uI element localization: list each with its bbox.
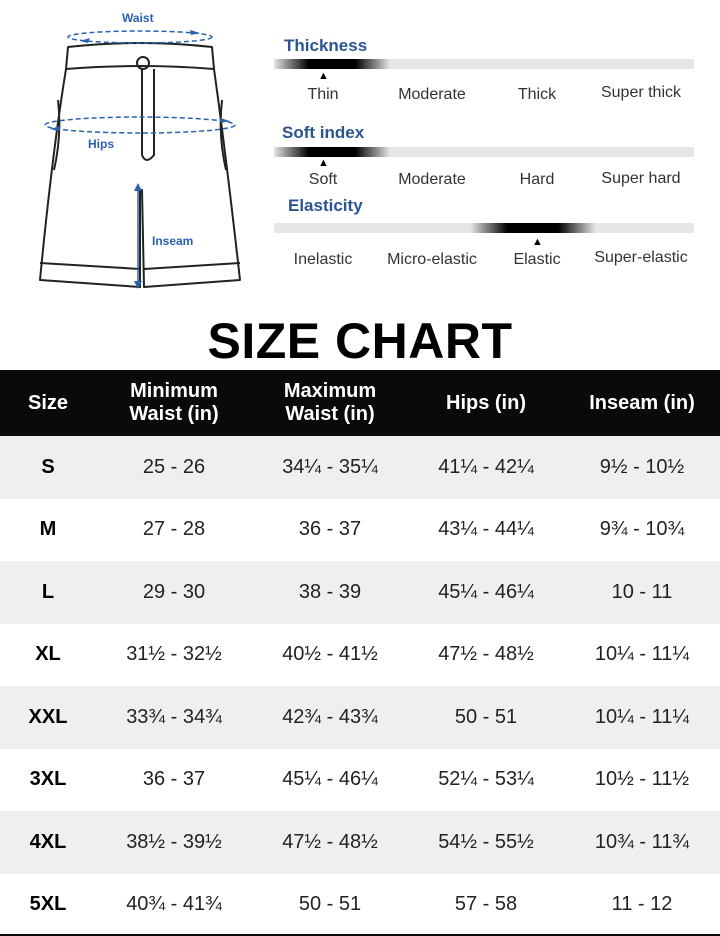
size-cell: 5XL bbox=[29, 893, 67, 916]
min-waist-cell: 25 - 26 bbox=[142, 455, 206, 478]
min-waist-cell: 27 - 28 bbox=[142, 518, 206, 541]
header-size: Size bbox=[27, 391, 69, 414]
size-cell: XXL bbox=[28, 705, 68, 728]
elasticity-option-inelastic: Inelastic bbox=[293, 251, 353, 268]
hips-cell: 45¼ - 46¼ bbox=[438, 580, 534, 603]
hips-cell: 52¼ - 53¼ bbox=[438, 768, 534, 791]
size-cell: L bbox=[41, 580, 55, 603]
thickness-option-thin: Thin bbox=[307, 86, 339, 103]
max-waist-cell: 36 - 37 bbox=[298, 518, 362, 541]
max-waist-cell: 40½ - 41½ bbox=[282, 643, 378, 666]
header-inseam: Inseam (in) bbox=[589, 391, 695, 414]
table-row bbox=[0, 874, 720, 936]
size-cell: S bbox=[41, 455, 55, 478]
inseam-cell: 10¼ - 11¼ bbox=[594, 705, 690, 728]
thickness-option-thick: Thick bbox=[517, 86, 557, 103]
waist-measure-line bbox=[68, 31, 212, 43]
thickness-bar bbox=[274, 59, 694, 69]
table-row bbox=[0, 686, 720, 749]
thickness-option-moderate: Moderate bbox=[398, 86, 466, 103]
min-waist-cell: 31½ - 32½ bbox=[126, 643, 222, 666]
header-max-waist: Maximum Waist (in) bbox=[283, 380, 377, 425]
shorts-diagram bbox=[30, 5, 250, 305]
button-detail bbox=[137, 57, 149, 69]
elasticity-option-super-elastic: Super-elastic bbox=[594, 249, 688, 266]
product-info-panel bbox=[0, 0, 720, 310]
soft-index-title: Soft index bbox=[282, 123, 365, 142]
soft-index-option-hard: Hard bbox=[519, 171, 555, 188]
soft-index-option-moderate: Moderate bbox=[398, 171, 466, 188]
hips-cell: 41¼ - 42¼ bbox=[438, 455, 534, 478]
min-waist-cell: 40¾ - 41¾ bbox=[126, 893, 222, 916]
inseam-cell: 9¾ - 10¾ bbox=[599, 518, 685, 541]
header-min-waist: Minimum Waist (in) bbox=[129, 380, 219, 425]
min-waist-cell: 36 - 37 bbox=[142, 768, 206, 791]
elasticity-title: Elasticity bbox=[288, 196, 363, 215]
min-waist-cell: 29 - 30 bbox=[142, 580, 206, 603]
max-waist-cell: 45¼ - 46¼ bbox=[282, 768, 378, 791]
soft-index-marker: ▲ bbox=[318, 157, 329, 169]
inseam-label: Inseam bbox=[152, 234, 194, 248]
max-waist-cell: 47½ - 48½ bbox=[282, 830, 378, 853]
size-cell: XL bbox=[35, 643, 61, 666]
size-cell: M bbox=[39, 518, 57, 541]
table-row bbox=[0, 561, 720, 624]
elasticity-marker: ▲ bbox=[532, 236, 543, 248]
hips-label: Hips bbox=[88, 137, 115, 151]
inseam-cell: 10½ - 11½ bbox=[594, 768, 690, 791]
table-row bbox=[0, 749, 720, 812]
soft-index-option-super-hard: Super hard bbox=[601, 170, 681, 187]
thickness-option-super-thick: Super thick bbox=[600, 84, 682, 101]
inseam-cell: 11 - 12 bbox=[611, 893, 673, 916]
hips-cell: 50 - 51 bbox=[454, 705, 518, 728]
inseam-cell: 9½ - 10½ bbox=[599, 455, 685, 478]
shorts-illustration bbox=[30, 5, 250, 305]
elasticity-bar bbox=[274, 223, 694, 233]
thickness-title: Thickness bbox=[284, 36, 368, 55]
min-waist-cell: 38½ - 39½ bbox=[126, 830, 222, 853]
inseam-cell: 10¼ - 11¼ bbox=[594, 643, 690, 666]
elasticity-option-elastic: Elastic bbox=[513, 251, 561, 268]
hips-measure-line bbox=[45, 117, 235, 133]
table-row bbox=[0, 624, 720, 687]
hips-cell: 47½ - 48½ bbox=[438, 643, 534, 666]
max-waist-cell: 42¾ - 43¾ bbox=[282, 705, 378, 728]
table-header bbox=[0, 370, 720, 436]
table-row bbox=[0, 811, 720, 874]
min-waist-cell: 33¾ - 34¾ bbox=[126, 705, 222, 728]
size-cell: 3XL bbox=[29, 768, 67, 791]
inseam-cell: 10¾ - 11¾ bbox=[594, 830, 690, 853]
waist-label: Waist bbox=[122, 11, 154, 25]
header-hips: Hips (in) bbox=[446, 391, 526, 414]
thickness-marker: ▲ bbox=[318, 70, 329, 82]
hips-cell: 43¼ - 44¼ bbox=[438, 518, 534, 541]
size-cell: 4XL bbox=[29, 830, 67, 853]
hips-cell: 57 - 58 bbox=[454, 893, 518, 916]
inseam-cell: 10 - 11 bbox=[611, 580, 673, 603]
hips-cell: 54½ - 55½ bbox=[438, 830, 534, 853]
max-waist-cell: 34¼ - 35¼ bbox=[282, 455, 378, 478]
soft-index-bar bbox=[274, 147, 694, 157]
size-chart-table bbox=[0, 370, 720, 936]
table-row bbox=[0, 436, 720, 499]
size-chart-title: SIZE CHART bbox=[207, 313, 513, 369]
max-waist-cell: 50 - 51 bbox=[298, 893, 362, 916]
max-waist-cell: 38 - 39 bbox=[298, 580, 362, 603]
soft-index-option-soft: Soft bbox=[308, 171, 338, 188]
elasticity-option-micro-elastic: Micro-elastic bbox=[387, 251, 477, 268]
table-row bbox=[0, 499, 720, 562]
